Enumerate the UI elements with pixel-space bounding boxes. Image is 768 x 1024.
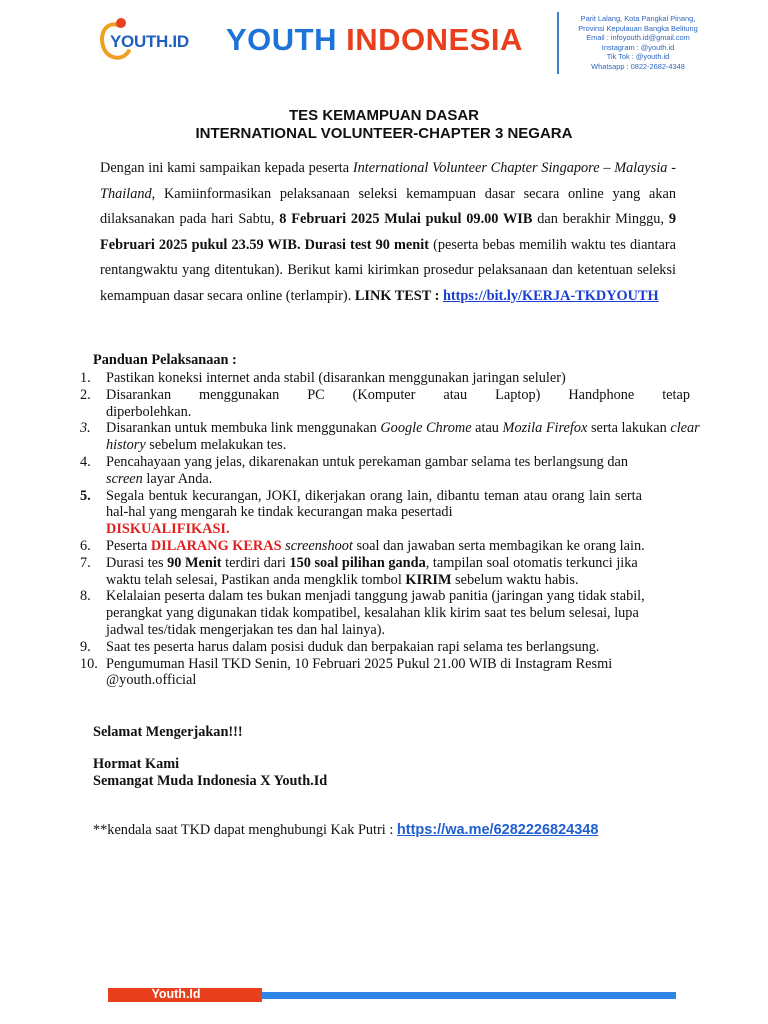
contact-tiktok: Tik Tok : @youth.id	[606, 52, 670, 62]
list-text-italic: Google Chrome	[380, 420, 472, 437]
list-number: 1.	[80, 370, 91, 386]
intro-text: dan berakhir Minggu,	[532, 211, 669, 228]
intro-text: Dengan ini kami sampaikan kepada peserta	[100, 160, 353, 176]
list-text-part: atau	[471, 420, 503, 437]
strictly-forbidden-warning: DILARANG KERAS	[150, 537, 282, 554]
list-text: Kelalaian peserta dalam tes bukan menjadi tanggung jawab panitia (jaringan yang tidak stabil, perangkat yang digunakan tidak kompatibel, kesalahan klik kirim saat tes belum selesai, lupa jadwal tes/tidak mengerjakan tes dan hal lainya).	[106, 588, 645, 638]
footer-bar-blue	[262, 992, 676, 999]
list-text	[106, 538, 720, 555]
contact-address: Parit Lalang, Kota Pangkal Pinang,	[580, 14, 696, 23]
contact-whatsapp: Whatsapp : 0822-2682-4348	[591, 61, 685, 71]
list-text	[106, 387, 720, 421]
list-text-part: soal dan jawaban serta membagikan ke orang lain.	[352, 537, 645, 554]
contact-note-text: **kendala saat TKD dapat menghubungi Kak Putri :	[93, 822, 397, 838]
list-text-bold: 150 soal pilihan ganda	[289, 554, 426, 571]
list-text: Pastikan koneksi internet anda stabil (disarankan menggunakan jaringan seluler)	[106, 370, 566, 386]
list-text-line: diperbolehkan.	[106, 403, 192, 420]
list-text-bold: KIRIM	[405, 571, 452, 588]
list-text-part: Disarankan untuk membuka link menggunakan	[106, 420, 381, 437]
header-divider	[557, 12, 559, 74]
list-text-part: layar Anda.	[142, 470, 213, 487]
list-text-part: terdiri dari	[221, 554, 290, 571]
list-text: Saat tes peserta harus dalam posisi duduk dan berpakaian rapi selama tes berlangsung.	[106, 638, 600, 655]
list-number: 9.	[80, 638, 91, 655]
list-item	[80, 370, 720, 387]
list-text-line: Disarankan menggunakan PC (Komputer atau Laptop) Handphone tetap	[106, 386, 690, 403]
list-number: 5.	[80, 487, 91, 504]
list-text	[106, 488, 720, 538]
disqualified-warning: DISKUALIFIKASI.	[106, 521, 230, 538]
list-text-bold: 90 Menit	[167, 554, 222, 571]
test-link[interactable]: https://bit.ly/KERJA-TKDYOUTH	[442, 287, 659, 304]
list-item	[80, 538, 720, 555]
contact-note	[93, 822, 598, 839]
list-text	[106, 454, 720, 488]
logo-text: YOUTH.ID	[110, 32, 189, 51]
youth-id-logo	[98, 18, 208, 58]
intro-program-name: International Volunteer Chapter Singapore – Malaysia - Thailand	[100, 160, 676, 202]
list-text	[106, 420, 720, 454]
list-text-italic: screen	[106, 470, 143, 487]
list-text-italic: clear history	[106, 420, 700, 454]
list-item	[80, 387, 720, 421]
contact-province: Provinsi Kepulauan Bangka Belitung	[578, 23, 698, 33]
list-text-part: serta lakukan	[587, 420, 671, 437]
intro-colon: :	[431, 287, 443, 304]
brand-title	[226, 22, 523, 58]
guide-heading: Panduan Pelaksanaan :	[93, 352, 237, 368]
intro-paragraph	[100, 156, 676, 310]
intro-end-date: 9 Februari 2025 pukul 23.59 WIB. Durasi test 90 menit	[100, 211, 676, 253]
list-item	[80, 454, 720, 488]
list-text-part: Peserta	[106, 537, 151, 554]
list-text-part: sebelum melakukan tes.	[145, 437, 287, 454]
list-item	[80, 588, 720, 638]
link-test-label: LINK TEST	[354, 287, 432, 304]
list-text	[106, 555, 720, 589]
document-title-line2: INTERNATIONAL VOLUNTEER-CHAPTER 3 NEGARA	[195, 125, 573, 142]
list-text-part: Durasi tes	[106, 554, 168, 571]
list-number: 7.	[80, 554, 91, 571]
closing-regards: Hormat Kami	[93, 756, 180, 772]
list-number: 8.	[80, 588, 91, 605]
list-number: 4.	[80, 453, 91, 470]
list-number: 3.	[80, 420, 91, 437]
list-item	[80, 420, 720, 454]
list-number: 6.	[80, 537, 91, 554]
list-item	[80, 488, 720, 538]
intro-text: , Kamiinformasikan pelaksanaan seleksi kemampuan dasar secara online yang akan dilaksanakan pada hari Sabtu,	[100, 185, 676, 228]
list-item	[80, 656, 720, 690]
list-text-part: sebelum waktu habis.	[451, 571, 579, 588]
closing-organization: Semangat Muda Indonesia X Youth.Id	[93, 773, 328, 789]
contact-instagram: Instagram : @youth.id	[601, 42, 675, 52]
contact-email: Email : infoyouth.id@gmail.com	[586, 33, 690, 43]
list-text: Pengumuman Hasil TKD Senin, 10 Februari 2025 Pukul 21.00 WIB di Instagram Resmi @youth.official	[106, 655, 613, 689]
list-text-italic: Mozila Firefox	[502, 420, 588, 437]
guide-list	[80, 370, 720, 689]
list-text-italic: screenshoot	[285, 537, 353, 554]
list-number: 2.	[80, 386, 91, 403]
brand-title-indonesia: INDONESIA	[346, 22, 523, 57]
intro-text: (peserta bebas memilih waktu tes diantara rentangwaktu yang ditentukan). Berikut kami kirimkan prosedur pelaksanaan dan ketentuan seleksi kemampuan dasar secara online (terlampir).	[100, 236, 676, 304]
list-item	[80, 555, 720, 589]
list-text-part: Pencahayaan yang jelas, dikarenakan untuk perekaman gambar selama tes berlangsung dan	[106, 453, 629, 470]
logo-dot-icon	[116, 18, 126, 28]
list-text-part: , tampilan soal otomatis terkunci jika waktu telah selesai, Pastikan anda mengklik tombol	[106, 554, 638, 588]
closing-greeting: Selamat Mengerjakan!!!	[93, 724, 243, 740]
document-title-line1: TES KEMAMPUAN DASAR	[288, 107, 479, 124]
brand-title-youth: YOUTH	[226, 22, 337, 57]
list-number: 10.	[80, 655, 98, 672]
contact-info	[568, 14, 708, 72]
footer-label: Youth.Id	[151, 987, 201, 1001]
list-item	[80, 639, 720, 656]
intro-start-date: 8 Februari 2025 Mulai pukul 09.00 WIB	[279, 211, 533, 228]
list-text-part: Segala bentuk kecurangan, JOKI, dikerjakan orang lain, dibantu teman atau orang lain serta hal-hal yang mengarah ke tindak kecurangan maka pesertadi	[106, 487, 642, 521]
whatsapp-link[interactable]: https://wa.me/6282226824348	[396, 822, 599, 838]
